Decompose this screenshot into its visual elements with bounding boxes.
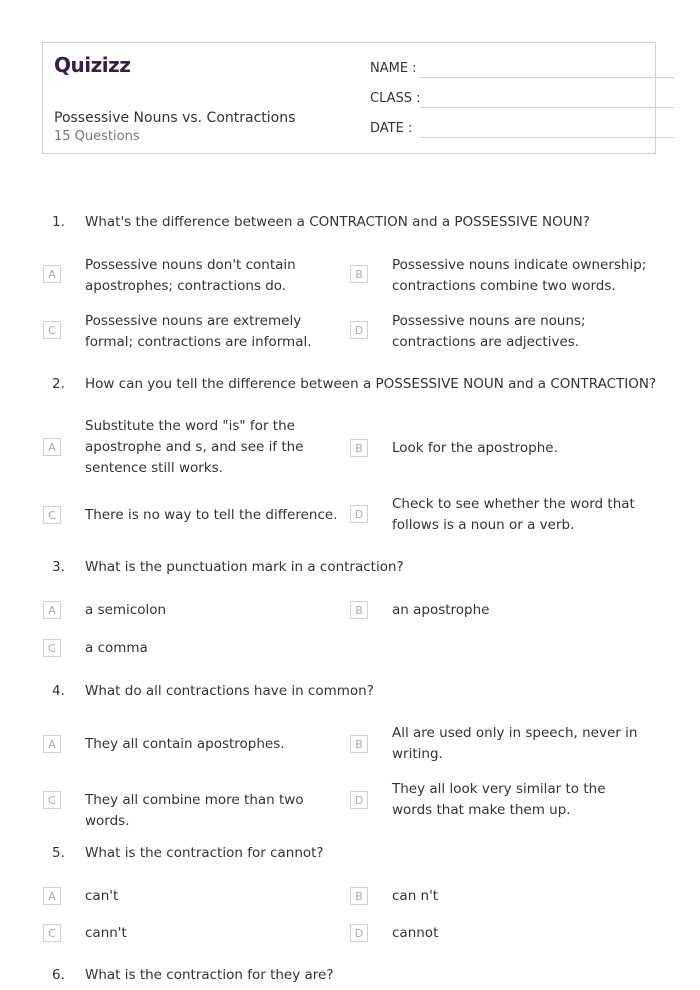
- option-letter-box: A: [43, 735, 61, 753]
- date-line: [420, 137, 674, 138]
- worksheet-header: [42, 42, 656, 154]
- option-text: Look for the apostrophe.: [392, 440, 558, 456]
- question-text: What is the contraction for they are?: [85, 967, 334, 983]
- option-letter-box: D: [350, 791, 368, 809]
- option-text: can n't: [392, 888, 439, 904]
- option-text: They all look very similar to the words that make them up.: [392, 781, 606, 818]
- option-letter-box: A: [43, 265, 61, 283]
- option-letter-box: A: [43, 601, 61, 619]
- question-number: 3.: [52, 559, 65, 575]
- option-text: They all contain apostrophes.: [85, 736, 285, 752]
- question-text: What do all contractions have in common?: [85, 683, 374, 699]
- option-letter-box: C: [43, 924, 61, 942]
- question-count: 15 Questions: [54, 129, 140, 144]
- option-letter-box: B: [350, 265, 368, 283]
- option-letter-box: B: [350, 735, 368, 753]
- option-text: Possessive nouns are nouns; contractions are adjectives.: [392, 313, 586, 350]
- option-letter-box: D: [350, 321, 368, 339]
- option-text: Possessive nouns are extremely formal; contractions are informal.: [85, 313, 312, 350]
- class-label: CLASS :: [370, 91, 421, 106]
- worksheet-title: Possessive Nouns vs. Contractions: [54, 110, 296, 126]
- option-letter-box: C: [43, 506, 61, 524]
- option-text: Check to see whether the word that follows is a noun or a verb.: [392, 496, 635, 533]
- question-number: 6.: [52, 967, 65, 983]
- class-field[interactable]: [370, 91, 650, 106]
- option-text: Possessive nouns don't contain apostrophes; contractions do.: [85, 257, 296, 294]
- option-letter-box: D: [350, 505, 368, 523]
- date-field[interactable]: [370, 121, 650, 136]
- question-number: 5.: [52, 845, 65, 861]
- option-letter-box: C: [43, 791, 61, 809]
- option-text: Possessive nouns indicate ownership; contractions combine two words.: [392, 257, 647, 294]
- option-text: Substitute the word "is" for the apostrophe and s, and see if the sentence still works.: [85, 418, 304, 476]
- option-text: cannot: [392, 925, 439, 941]
- option-text: All are used only in speech, never in writing.: [392, 725, 638, 762]
- question-text: What is the contraction for cannot?: [85, 845, 324, 861]
- question-text: What is the punctuation mark in a contraction?: [85, 559, 404, 575]
- name-label: NAME :: [370, 61, 417, 76]
- option-letter-box: C: [43, 321, 61, 339]
- option-text: a comma: [85, 640, 148, 656]
- option-letter-box: C: [43, 639, 61, 657]
- option-text: They all combine more than two words.: [85, 792, 304, 829]
- option-text: can't: [85, 888, 119, 904]
- option-letter-box: A: [43, 887, 61, 905]
- option-letter-box: D: [350, 924, 368, 942]
- quizizz-logo: Quizizz: [54, 53, 131, 77]
- question-number: 1.: [52, 214, 65, 230]
- option-letter-box: A: [43, 438, 61, 456]
- option-letter-box: B: [350, 439, 368, 457]
- question-number: 2.: [52, 376, 65, 392]
- class-line: [420, 107, 674, 108]
- option-text: an apostrophe: [392, 602, 490, 618]
- option-letter-box: B: [350, 601, 368, 619]
- question-text: What's the difference between a CONTRACTION and a POSSESSIVE NOUN?: [85, 214, 590, 230]
- option-letter-box: B: [350, 887, 368, 905]
- question-text: How can you tell the difference between a POSSESSIVE NOUN and a CONTRACTION?: [85, 376, 657, 392]
- date-label: DATE :: [370, 121, 413, 136]
- option-text: cann't: [85, 925, 127, 941]
- name-field[interactable]: [370, 61, 650, 76]
- question-number: 4.: [52, 683, 65, 699]
- option-text: a semicolon: [85, 602, 167, 618]
- name-line: [420, 77, 674, 78]
- option-text: There is no way to tell the difference.: [85, 507, 338, 523]
